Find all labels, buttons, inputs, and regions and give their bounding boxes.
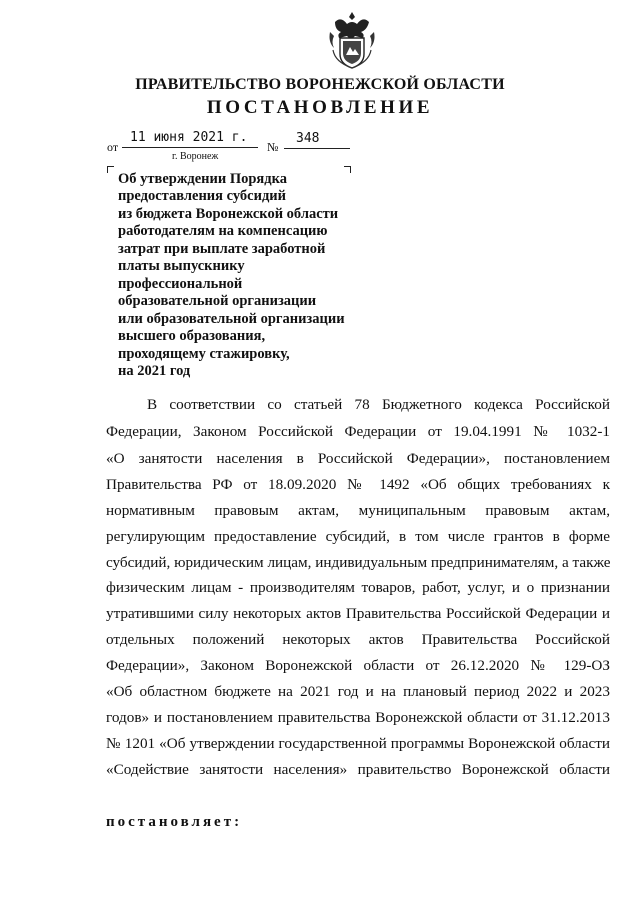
body-line: Федерации, Законом Российской Федерации от 19.04.1991 № 1032-1 [106, 423, 610, 440]
coat-of-arms-icon [327, 10, 377, 70]
body-line: годов» и постановлением правительства Воронежской области от 31.12.2013 [106, 709, 610, 726]
body-line: «Об областном бюджете на 2021 год и на плановый период 2022 и 2023 [106, 683, 610, 700]
document-date: 11 июня 2021 г. [130, 130, 248, 145]
document-type: ПОСТАНОВЛЕНИЕ [206, 97, 434, 118]
title-line: затрат при выплате заработной [118, 241, 326, 257]
body-line: В соответствии со статьей 78 Бюджетного кодекса Российской [147, 396, 610, 413]
title-bracket-right [344, 166, 351, 173]
body-line: субсидий, юридическим лицам, индивидуальным предпринимателям, а также [106, 554, 611, 571]
title-line: Об утверждении Порядка [118, 171, 287, 187]
title-bracket-left [107, 166, 114, 173]
number-underline [284, 148, 350, 149]
title-line: платы выпускнику [118, 258, 245, 274]
title-line: работодателям на компенсацию [118, 223, 328, 239]
body-line: № 1201 «Об утверждении государственной программы Воронежской области [106, 735, 610, 752]
number-prefix: № [267, 140, 279, 154]
date-underline [122, 147, 258, 148]
city: г. Воронеж [172, 151, 219, 162]
body-line: физическим лицам - производителям товаров, работ, услуг, и о признании [106, 579, 610, 596]
decree-word: постановляет: [106, 814, 243, 830]
organization-name: ПРАВИТЕЛЬСТВО ВОРОНЕЖСКОЙ ОБЛАСТИ [135, 76, 505, 93]
title-line: проходящему стажировку, [118, 346, 290, 362]
date-prefix: от [107, 140, 119, 154]
body-line: Федерации», Законом Воронежской области от 26.12.2020 № 129-ОЗ [106, 657, 610, 674]
title-line: на 2021 год [118, 363, 191, 379]
title-line: предоставления субсидий [118, 188, 287, 204]
body-line: утратившими силу некоторых актов Правительства Российской Федерации и [106, 605, 610, 622]
body-line: регулирующим предоставление субсидий, в том числе грантов в форме [106, 528, 610, 545]
document-number: 348 [296, 131, 320, 146]
body-line: отдельных положений некоторых актов Правительства Российской [106, 631, 610, 648]
body-line: «Содействие занятости населения» правительство Воронежской области [106, 761, 610, 778]
title-line: или образовательной организации [118, 311, 345, 327]
title-line: высшего образования, [118, 328, 266, 344]
title-line: из бюджета Воронежской области [118, 206, 339, 222]
body-line: нормативным правовым актам, муниципальным правовым актам, [106, 502, 610, 519]
title-line: образовательной организации [118, 293, 317, 309]
body-line: Правительства РФ от 18.09.2020 № 1492 «Об общих требованиях к [106, 476, 610, 493]
title-line: профессиональной [118, 276, 243, 292]
body-line: «О занятости населения в Российской Федерации», постановлением [106, 450, 610, 467]
